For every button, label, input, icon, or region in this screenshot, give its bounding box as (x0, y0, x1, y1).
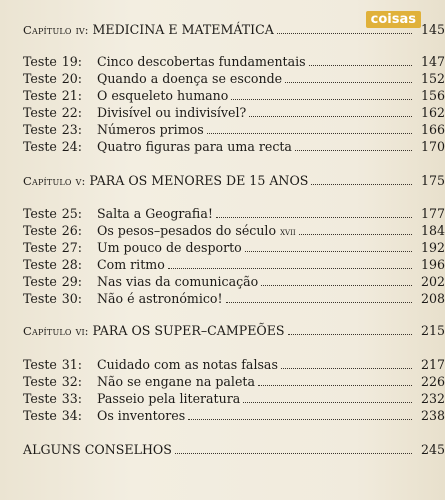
dot-leader (175, 442, 412, 454)
entry-label: Teste (23, 257, 57, 272)
entry-number: 20: (61, 71, 82, 86)
entry-title: Números primos (97, 122, 204, 137)
entry-page: 196 (420, 257, 445, 272)
chapter-number: iv: (75, 23, 89, 37)
entry-label: Teste (23, 291, 57, 306)
entry-page: 166 (420, 122, 445, 137)
entry-number: 22: (61, 105, 82, 120)
entry-label: Teste (23, 122, 57, 137)
entry-number: 29: (61, 274, 82, 289)
dot-leader (299, 223, 412, 235)
entry-number: 23: (61, 122, 82, 137)
dot-leader (258, 374, 412, 386)
chapter-page: 145 (420, 22, 445, 37)
entry-page: 232 (420, 391, 445, 406)
entry-title: Divisível ou indivisível? (97, 105, 247, 120)
entry-number: 30: (61, 291, 82, 306)
entry-label: Teste (23, 240, 57, 255)
dot-leader (231, 88, 412, 100)
entry-title-century: xvii (280, 226, 296, 238)
entry-number: 31: (61, 357, 82, 372)
chapter-label: Capítulo (23, 324, 72, 338)
dot-leader (188, 408, 412, 420)
dot-leader (207, 122, 412, 134)
dot-leader (285, 71, 412, 83)
entry-label: Teste (23, 391, 57, 406)
entry-title: Não é astronómico! (97, 291, 223, 306)
entry-page: 238 (420, 408, 445, 423)
entry-label: Teste (23, 374, 57, 389)
entry-title: Passeio pela literatura (97, 391, 241, 406)
entry-title: Os inventores (97, 408, 186, 423)
entry-label: Teste (23, 206, 57, 221)
entry-number: 24: (61, 139, 82, 154)
entry-number: 33: (61, 391, 82, 406)
entry-title: Nas vias da comunicação (97, 274, 259, 289)
dot-leader (226, 291, 412, 303)
chapter-page: 215 (420, 323, 445, 338)
entry-number: 25: (61, 206, 82, 221)
dot-leader (288, 323, 412, 335)
entry-title: Cinco descobertas fundamentais (97, 54, 306, 69)
chapter-label: Capítulo (23, 174, 72, 188)
entry-number: 26: (61, 223, 82, 238)
entry-title: O esqueleto humano (97, 88, 229, 103)
footer-page: 245 (420, 442, 445, 457)
dot-leader (249, 105, 412, 117)
dot-leader (245, 240, 412, 252)
entry-number: 32: (61, 374, 82, 389)
entry-title: Cuidado com as notas falsas (97, 357, 278, 372)
coisas-watermark: coisas (366, 11, 421, 28)
dot-leader (309, 54, 412, 66)
entry-label: Teste (23, 139, 57, 154)
entry-label: Teste (23, 105, 57, 120)
entry-label: Teste (23, 88, 57, 103)
entry-page: 152 (420, 71, 445, 86)
dot-leader (311, 173, 412, 185)
entry-number: 21: (61, 88, 82, 103)
chapter-page: 175 (420, 173, 445, 188)
entry-title: Quatro figuras para uma recta (97, 139, 292, 154)
entry-page: 162 (420, 105, 445, 120)
entry-number: 28: (61, 257, 82, 272)
entry-page: 208 (420, 291, 445, 306)
chapter-title: PARA OS SUPER–CAMPEÕES (92, 323, 285, 338)
entry-number: 19: (61, 54, 82, 69)
dot-leader (261, 274, 412, 286)
entry-label: Teste (23, 274, 57, 289)
entry-title: Os pesos–pesados do século (97, 223, 277, 238)
dot-leader (277, 22, 412, 34)
entry-page: 147 (420, 54, 445, 69)
dot-leader (216, 206, 412, 218)
footer-title: ALGUNS CONSELHOS (23, 442, 172, 457)
entry-label: Teste (23, 408, 57, 423)
entry-page: 184 (420, 223, 445, 238)
chapter-title: PARA OS MENORES DE 15 ANOS (89, 173, 309, 188)
chapter-label: Capítulo (23, 23, 72, 37)
entry-label: Teste (23, 54, 57, 69)
entry-page: 177 (420, 206, 445, 221)
entry-page: 156 (420, 88, 445, 103)
chapter-title: MEDICINA E MATEMÁTICA (92, 22, 274, 37)
entry-page: 170 (420, 139, 445, 154)
entry-title: Salta a Geografia! (97, 206, 213, 221)
chapter-number: v: (75, 174, 86, 188)
chapter-number: vi: (75, 324, 89, 338)
entry-title: Quando a doença se esconde (97, 71, 283, 86)
dot-leader (295, 139, 412, 151)
entry-page: 226 (420, 374, 445, 389)
entry-title: Com ritmo (97, 257, 165, 272)
entry-label: Teste (23, 71, 57, 86)
entry-title: Um pouco de desporto (97, 240, 242, 255)
entry-page: 192 (420, 240, 445, 255)
entry-number: 34: (61, 408, 82, 423)
dot-leader (168, 257, 412, 269)
entry-title: Não se engane na paleta (97, 374, 255, 389)
dot-leader (243, 391, 412, 403)
entry-label: Teste (23, 223, 57, 238)
entry-label: Teste (23, 357, 57, 372)
entry-page: 202 (420, 274, 445, 289)
entry-number: 27: (61, 240, 82, 255)
dot-leader (281, 357, 412, 369)
entry-page: 217 (420, 357, 445, 372)
